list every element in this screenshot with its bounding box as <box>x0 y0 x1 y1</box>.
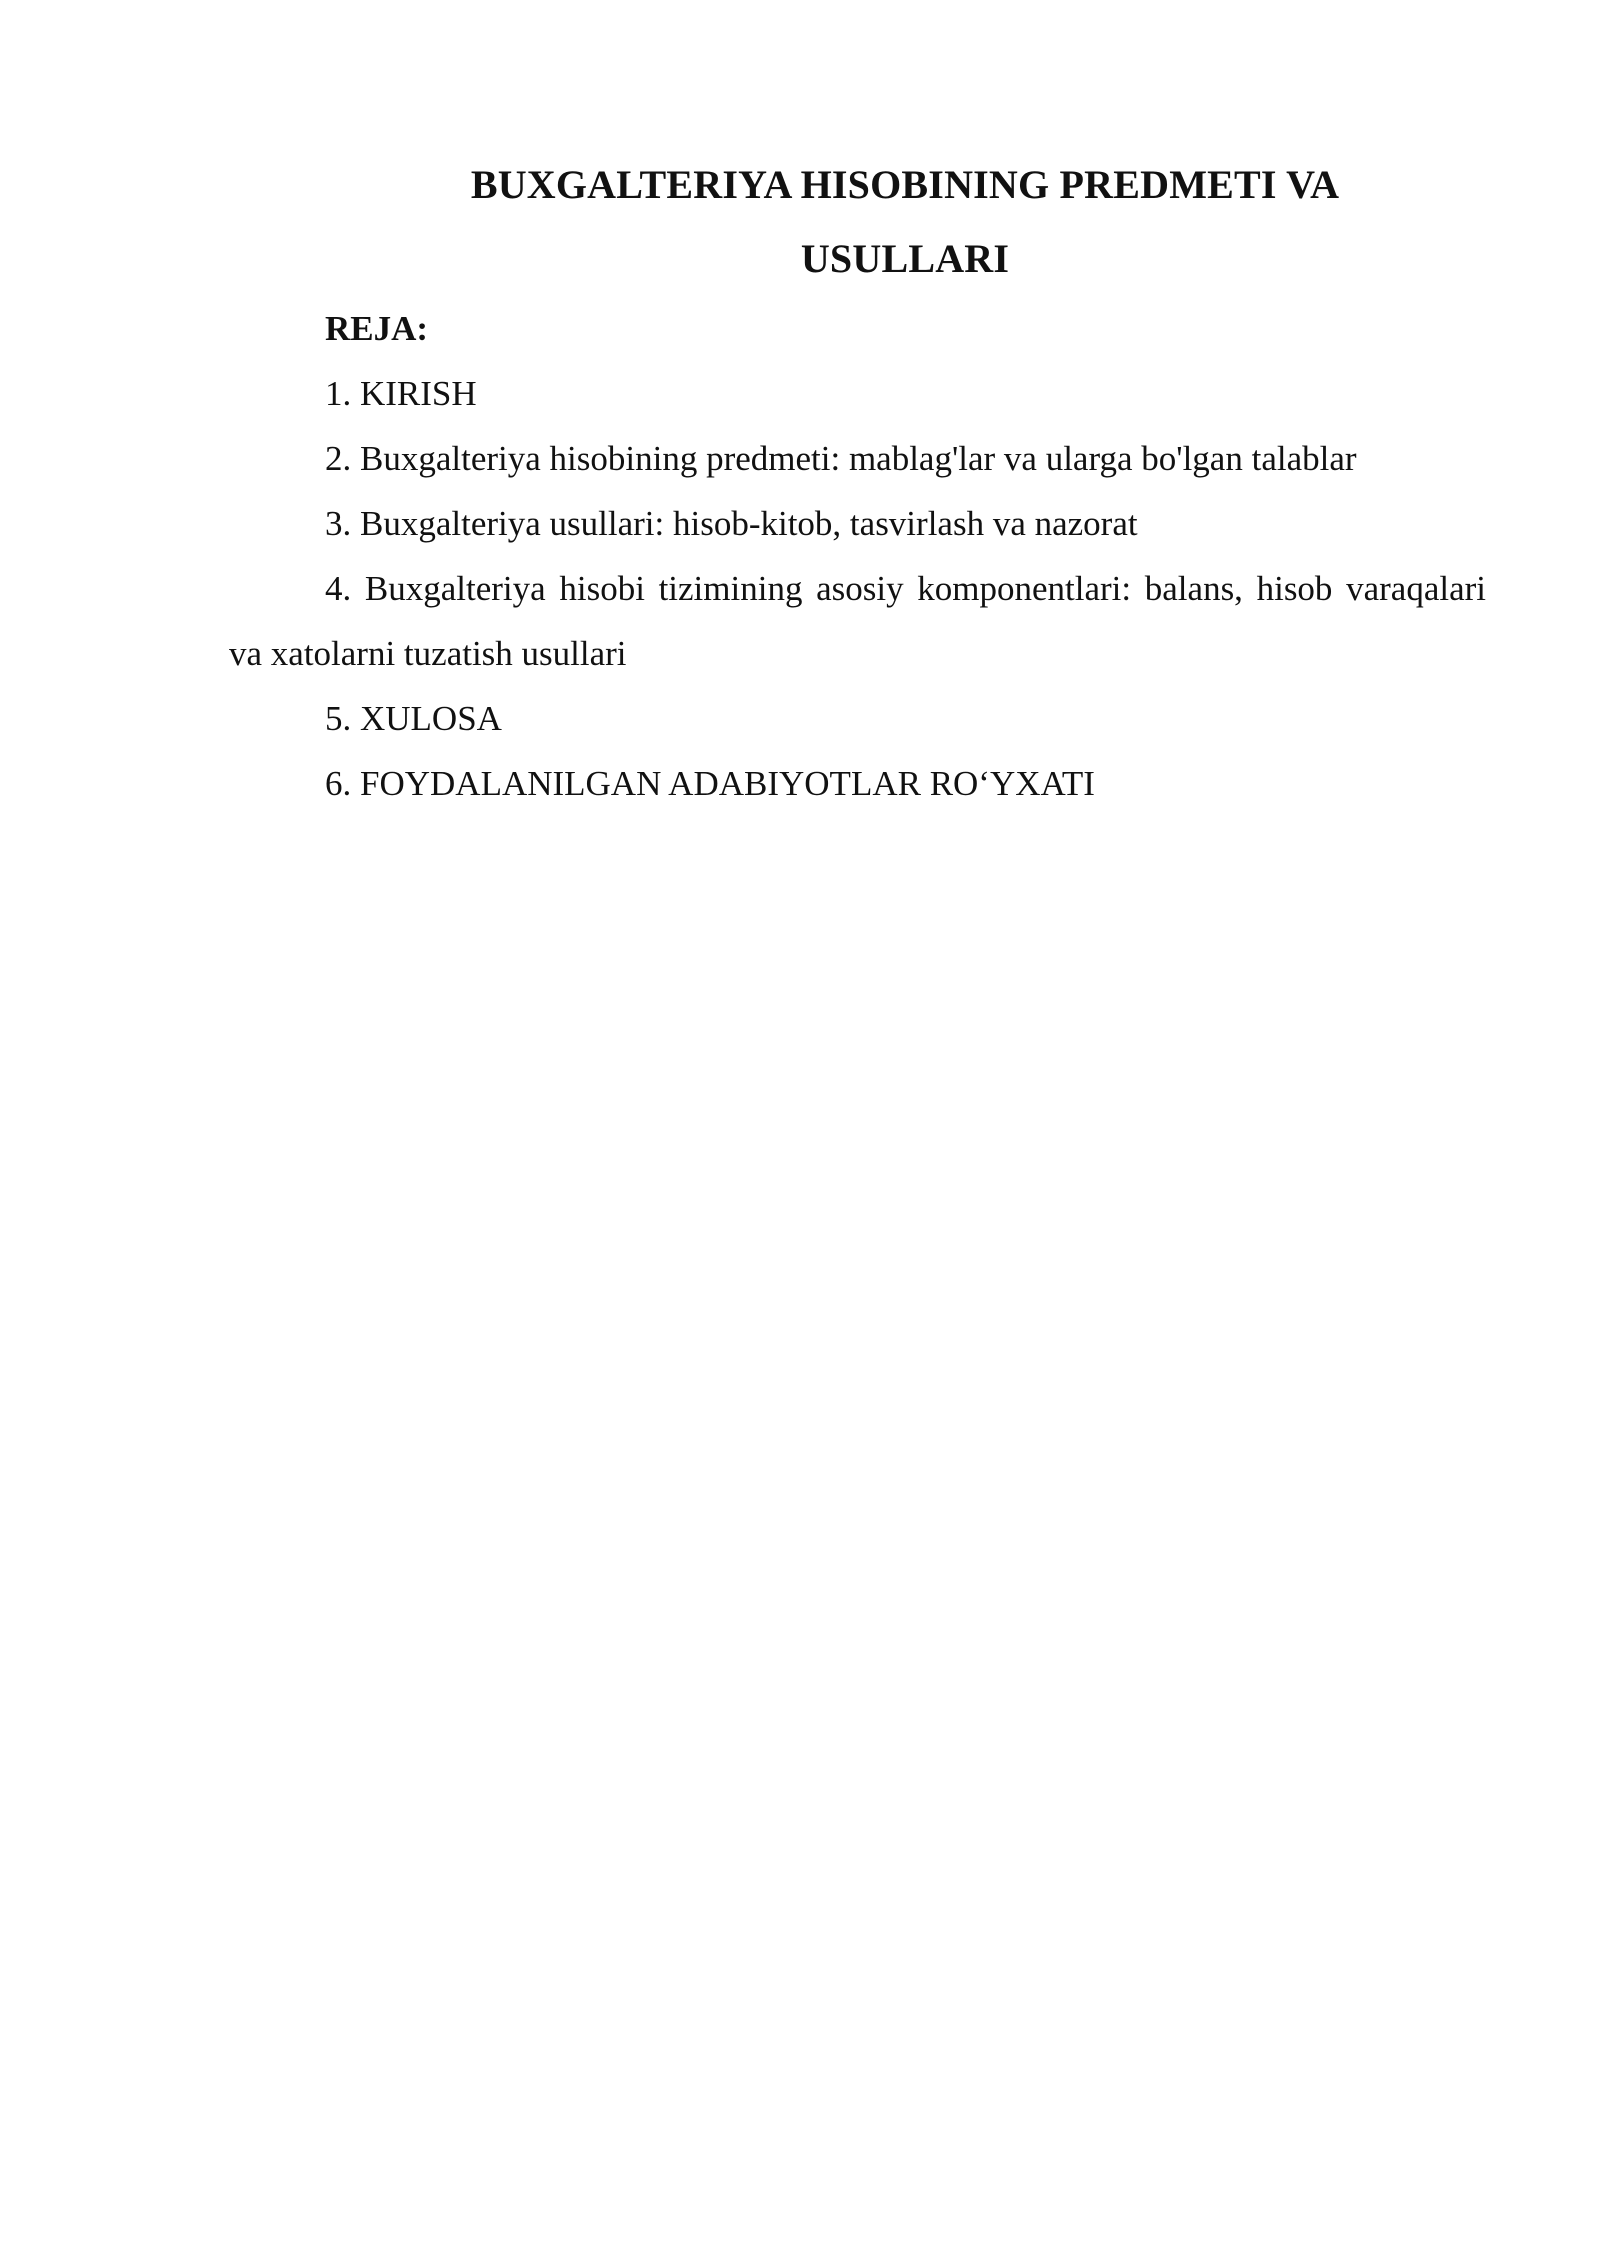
plan-item-components: 4. Buxgalteriya hisobi tizimining asosiy komponentlari: balans, hisob varaqalari va xatolarni tuzatish usullari <box>229 569 1486 673</box>
document-content <box>229 148 1486 816</box>
document-title-line-1: BUXGALTERIYA HISOBINING PREDMETI VA <box>470 162 1340 207</box>
plan-item-subject: 2. Buxgalteriya hisobining predmeti: mablag'lar va ularga bo'lgan talablar <box>325 439 1357 478</box>
plan-item-methods: 3. Buxgalteriya usullari: hisob-kitob, tasvirlash va nazorat <box>325 504 1138 543</box>
plan-item-references: 6. FOYDALANILGAN ADABIYOTLAR RO‘YXATI <box>325 764 1095 803</box>
plan-item-conclusion: 5. XULOSA <box>325 699 502 738</box>
plan-list <box>229 361 1486 816</box>
document-title <box>229 148 1486 296</box>
plan-item-introduction: 1. KIRISH <box>325 374 477 413</box>
plan-heading: REJA: <box>325 309 429 348</box>
document-title-line-2: USULLARI <box>800 236 1010 281</box>
